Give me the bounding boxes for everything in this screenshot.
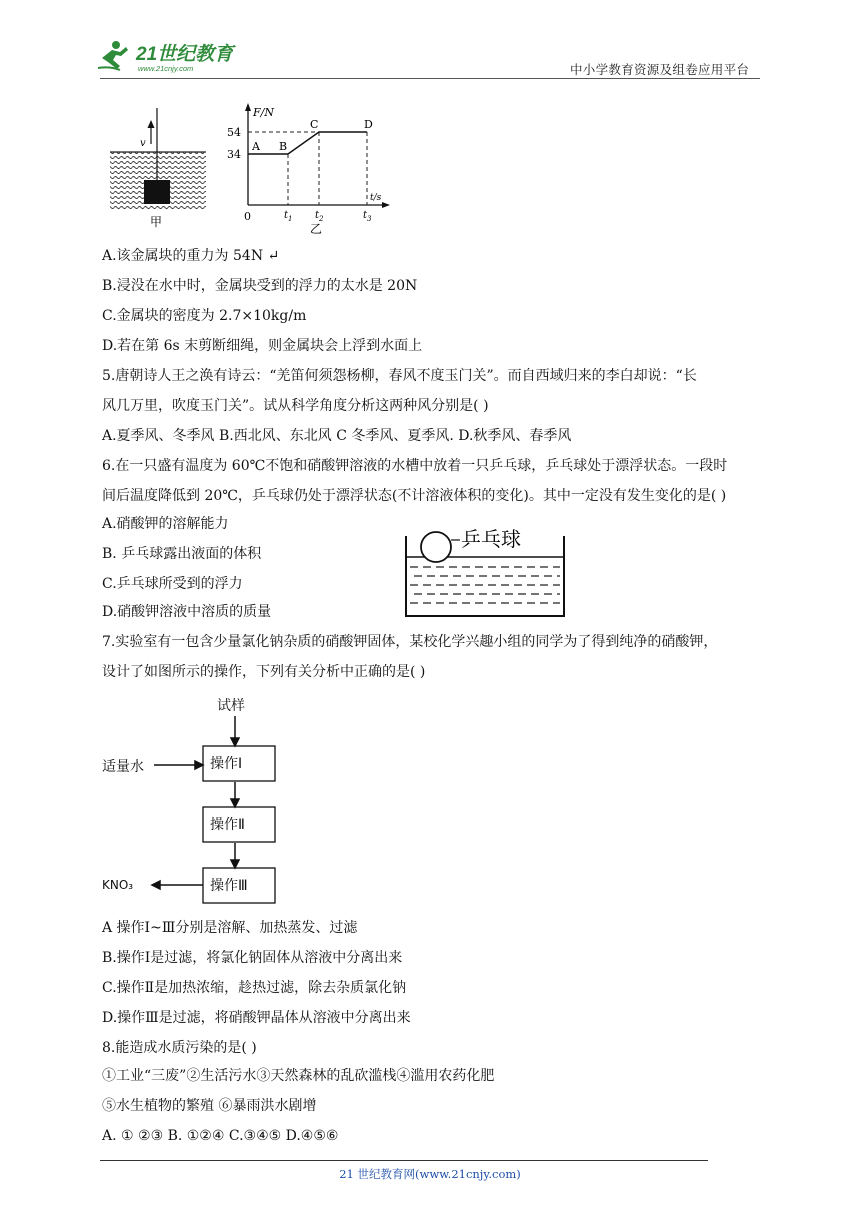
- x-axis-arrow-icon: [382, 202, 390, 208]
- figure-flowchart: [100, 694, 290, 909]
- arrowhead-icon: [231, 860, 239, 868]
- q5-stem-line1: 5.唐朝诗人王之涣有诗云：“羌笛何须怨杨柳，春风不度玉门关”。而自西域归来的李白却说：“长: [102, 368, 697, 384]
- q4-option-c: C.金属块的密度为 2.7×10kg/m: [102, 308, 307, 324]
- metal-block: [144, 180, 170, 204]
- q6-option-c: C.乒乓球所受到的浮力: [102, 576, 243, 592]
- figure-jia: [108, 100, 208, 230]
- x-axis-label: t/s: [370, 193, 382, 203]
- q7-stem-line2: 设计了如图所示的操作，下列有关分析中正确的是( ): [102, 664, 426, 680]
- q7-option-b: B.操作Ⅰ是过滤，将氯化钠固体从溶液中分离出来: [102, 950, 403, 966]
- velocity-label: v: [140, 138, 146, 149]
- flow-op2: 操作Ⅱ: [210, 817, 245, 833]
- caption-jia: 甲: [150, 215, 163, 229]
- footer-link[interactable]: 21 世纪教育网(www.21cnjy.com): [339, 1167, 521, 1181]
- arrowhead-icon: [231, 799, 239, 807]
- footer-divider: [100, 1160, 708, 1161]
- q7-option-d: D.操作Ⅲ是过滤，将硝酸钾晶体从溶液中分离出来: [102, 1010, 411, 1026]
- arrowhead-icon: [195, 761, 203, 769]
- figure-tank: [400, 520, 570, 620]
- q4-option-d: D.若在第 6s 末剪断细绳，则金属块会上浮到水面上: [102, 338, 423, 354]
- arrowhead-icon: [231, 738, 239, 746]
- flow-water: 适量水: [102, 759, 144, 775]
- x-tick-t1: t: [284, 210, 289, 221]
- logo-url: www.21cnjy.com: [138, 64, 194, 73]
- q4-option-a: A.该金属块的重力为 54N ↵: [102, 248, 280, 264]
- x-tick-t1-sub: 1: [288, 215, 293, 223]
- logo-title: 21世纪教育: [136, 44, 234, 65]
- figure-yi-force-time-graph: [224, 100, 394, 235]
- q8-options: A. ① ②③ B. ①②④ C.③④⑤ D.④⑤⑥: [102, 1128, 339, 1144]
- point-D: D: [364, 118, 373, 131]
- y-tick-54: 54: [227, 126, 241, 139]
- q4-option-b: B.浸没在水中时，金属块受到的浮力的太水是 20N: [102, 278, 418, 294]
- q6-stem-line1: 6.在一只盛有温度为 60℃不饱和硝酸钾溶液的水槽中放着一只乒乓球，乒乓球处于漂浮状态。一段时: [102, 458, 728, 474]
- ball-label: 乒乓球: [461, 527, 521, 551]
- q6-stem-line2: 间后温度降低到 20℃，乒乓球仍处于漂浮状态(不计溶液体积的变化)。其中一定没有发生变化的是( ): [102, 488, 727, 504]
- q7-option-c: C.操作Ⅱ是加热浓缩，趁热过滤，除去杂质氯化钠: [102, 980, 407, 996]
- x-tick-t2-sub: 2: [319, 215, 324, 223]
- point-C: C: [310, 118, 319, 131]
- x-tick-t3-sub: 3: [367, 215, 372, 223]
- q6-option-a: A.硝酸钾的溶解能力: [102, 516, 229, 532]
- force-curve: [248, 132, 367, 154]
- origin-label: 0: [244, 210, 251, 223]
- y-axis-label: F/N: [253, 106, 274, 119]
- q8-items-line1: ①工业“三废”②生活污水③天然森林的乱砍滥栈④滥用农药化肥: [102, 1068, 495, 1084]
- q7-stem-line1: 7.实验室有一包含少量氯化钠杂质的硝酸钾固体，某校化学兴趣小组的同学为了得到纯净的硝酸钾，: [102, 634, 718, 650]
- caption-yi: 乙: [310, 222, 323, 235]
- y-axis-arrow-icon: [245, 103, 251, 111]
- q7-option-a: A 操作Ⅰ~Ⅲ分别是溶解、加热蒸发、过滤: [102, 920, 358, 936]
- runner-icon: [98, 41, 128, 70]
- point-A: A: [252, 140, 260, 153]
- q6-option-b: B. 乒乓球露出液面的体积: [102, 546, 262, 562]
- flow-product: KNO₃: [102, 878, 134, 892]
- arrowhead-icon: [152, 881, 160, 889]
- ping-pong-ball: [421, 532, 451, 562]
- q8-items-line2: ⑤水生植物的繁殖 ⑥暴雨洪水剧增: [102, 1098, 317, 1114]
- flow-op3: 操作Ⅲ: [210, 878, 248, 894]
- y-tick-34: 34: [227, 148, 241, 161]
- x-tick-t3: t: [363, 210, 368, 221]
- q8-stem: 8.能造成水质污染的是( ): [102, 1040, 257, 1056]
- site-logo: [96, 36, 256, 76]
- liquid-dashes: [410, 567, 560, 603]
- point-B: B: [279, 140, 288, 153]
- header-divider: [100, 78, 760, 79]
- q5-options: A.夏季风、冬季风 B.西北风、东北风 C 冬季风、夏季风. D.秋季风、春季风: [102, 428, 572, 444]
- q6-option-d: D.硝酸钾溶液中溶质的质量: [102, 604, 272, 620]
- platform-name: 中小学教育资源及组卷应用平台: [570, 62, 750, 77]
- x-tick-t2: t: [315, 210, 320, 221]
- arrow-head-icon: [148, 120, 155, 128]
- q5-stem-line2: 风几万里，吹度玉门关”。试从科学角度分析这两种风分别是( ): [102, 398, 489, 414]
- flow-sample: 试样: [217, 698, 245, 714]
- flow-op1: 操作Ⅰ: [210, 756, 243, 772]
